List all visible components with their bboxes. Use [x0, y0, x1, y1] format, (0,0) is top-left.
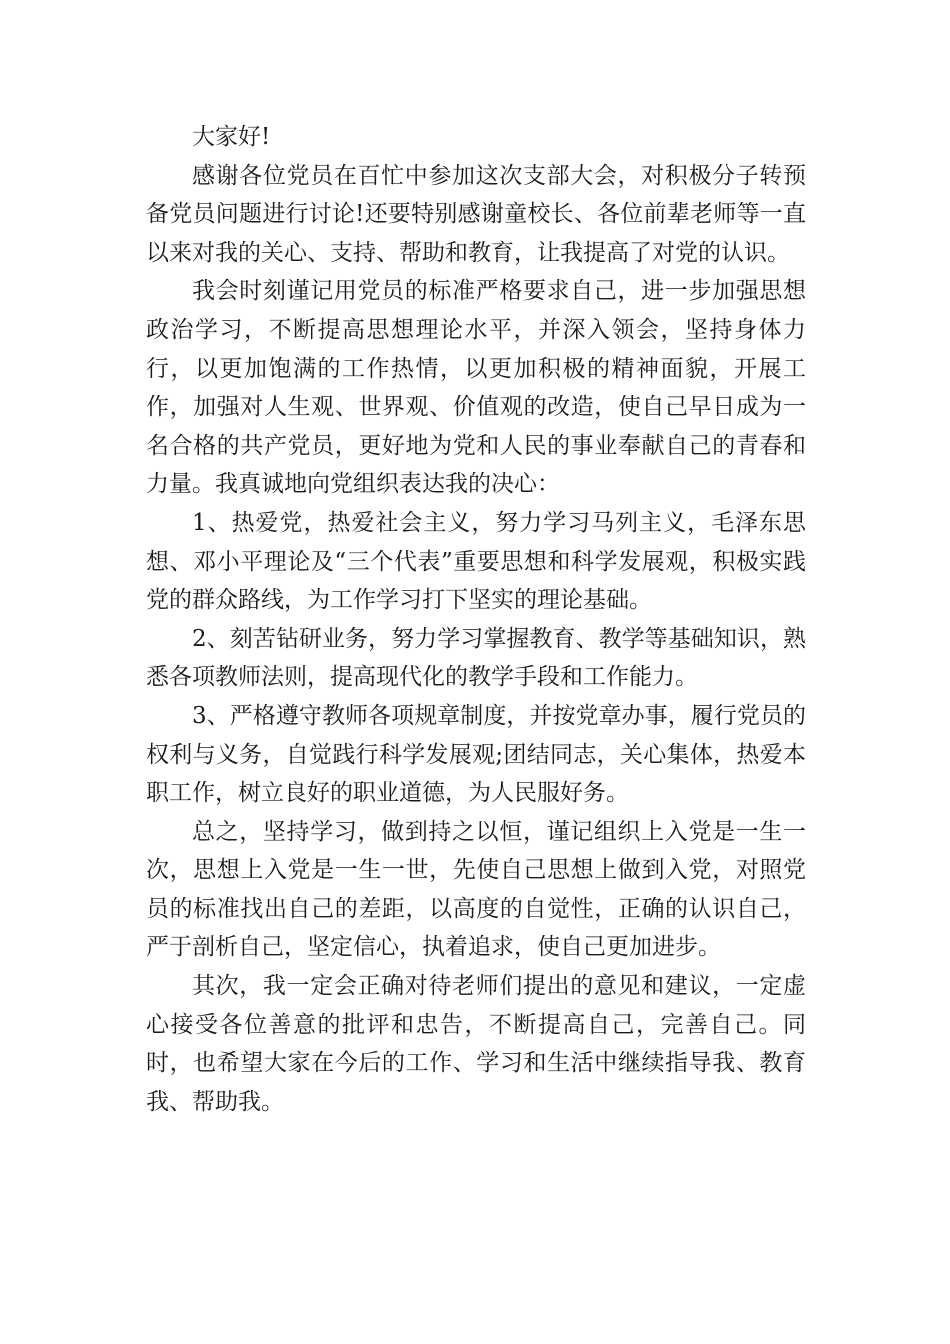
closing-paragraph: 其次，我一定会正确对待老师们提出的意见和建议，一定虚心接受各位善意的批评和忠告，不断提高自己，完善自己。同时，也希望大家在今后的工作、学习和生活中继续指导我、教育我、帮助我。	[146, 973, 806, 1115]
greeting-paragraph: 大家好!	[192, 124, 271, 150]
thanks-paragraph: 感谢各位党员在百忙中参加这次支部大会，对积极分子转预备党员问题进行讨论!还要特别感谢童校长、各位前辈老师等一直以来对我的关心、支持、帮助和教育，让我提高了对党的认识。	[146, 162, 806, 266]
resolution-item-2: 2、刻苦钻研业务，努力学习掌握教育、教学等基础知识，熟悉各项教师法则，提高现代化的教学手段和工作能力。	[146, 625, 806, 691]
summary-paragraph: 总之，坚持学习，做到持之以恒，谨记组织上入党是一生一次，思想上入党是一生一世，先使自己思想上做到入党，对照党员的标准找出自己的差距，以高度的自觉性，正确的认识自己，严于剖析自己，坚定信心，执着追求，使自己更加进步。	[146, 818, 806, 961]
resolution-item-3: 3、严格遵守教师各项规章制度，并按党章办事，履行党员的权利与义务，自觉践行科学发展观;团结同志，关心集体，热爱本职工作，树立良好的职业道德，为人民服好务。	[146, 702, 806, 807]
commitment-paragraph: 我会时刻谨记用党员的标准严格要求自己，进一步加强思想政治学习，不断提高思想理论水平，并深入领会，坚持身体力行，以更加饱满的工作热情，以更加积极的精神面貌，开展工作，加强对人生观、世界观、价值观的改造，使自己早日成为一名合格的共产党员，更好地为党和人民的事业奉献自己的青春和力量。我真诚地向党组织表达我的决心：	[146, 278, 806, 498]
resolution-item-1: 1、热爱党，热爱社会主义，努力学习马列主义，毛泽东思想、邓小平理论及“三个代表”重要思想和科学发展观，积极实践党的群众路线，为工作学习打下坚实的理论基础。	[146, 509, 806, 614]
document-body	[146, 118, 806, 1121]
